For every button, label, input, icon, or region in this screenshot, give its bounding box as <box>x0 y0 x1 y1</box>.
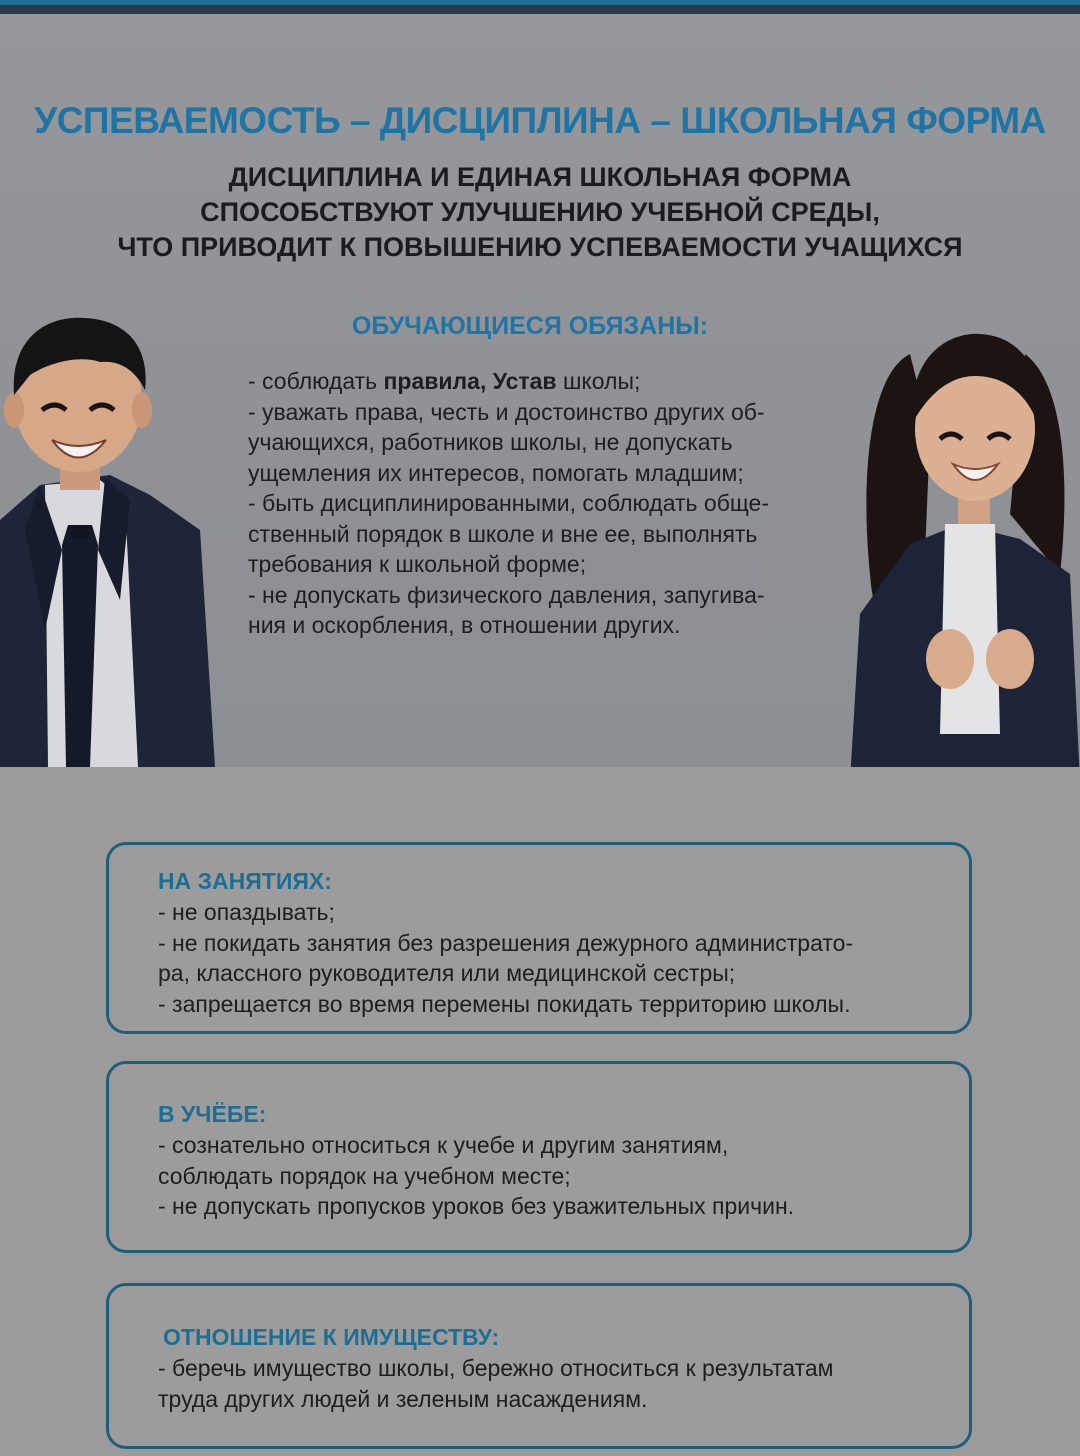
list-item-prefix: - соблюдать <box>248 368 384 394</box>
top-accent-bar <box>0 0 1080 14</box>
card-title: В УЧЁБЕ: <box>158 1101 267 1127</box>
list-item: - не допускать физического давления, запугива- <box>248 581 765 608</box>
list-item <box>248 366 858 397</box>
list-item: ственный порядок в школе и вне ее, выполнять <box>248 520 758 547</box>
obligations-list <box>248 366 858 641</box>
page-title: УСПЕВАЕМОСТЬ – ДИСЦИПЛИНА – ШКОЛЬНАЯ ФОРМА <box>34 100 1046 141</box>
card-line: соблюдать порядок на учебном месте; <box>158 1162 571 1189</box>
card-title: НА ЗАНЯТИЯХ: <box>158 868 332 894</box>
list-item-suffix: школы; <box>556 368 641 394</box>
list-item-bold: правила, Устав <box>383 368 557 394</box>
card-title: ОТНОШЕНИЕ К ИМУЩЕСТВУ: <box>163 1324 500 1350</box>
card-line: - не опаздывать; <box>158 899 335 925</box>
card-line: ра, классного руководителя или медицинской сестры; <box>158 960 736 986</box>
list-item: - уважать права, честь и достоинство других об- <box>248 398 765 425</box>
card-study <box>106 1061 972 1253</box>
card-line: труда других людей и зеленым насаждениям. <box>158 1385 648 1412</box>
obligations-heading: ОБУЧАЮЩИЕСЯ ОБЯЗАНЫ: <box>351 312 709 340</box>
card-line: - беречь имущество школы, бережно относиться к результатам <box>158 1355 834 1381</box>
hero-section <box>0 14 1080 767</box>
card-body <box>158 897 853 1019</box>
subtitle-line: ДИСЦИПЛИНА И ЕДИНАЯ ШКОЛЬНАЯ ФОРМА <box>228 162 852 192</box>
card-lessons <box>106 842 972 1034</box>
subtitle-line: ЧТО ПРИВОДИТ К ПОВЫШЕНИЮ УСПЕВАЕМОСТИ УЧАЩИХСЯ <box>117 232 963 262</box>
list-item: учающихся, работников школы, не допускать <box>248 429 733 455</box>
girl-photo <box>850 314 1080 767</box>
subtitle-line: СПОСОБСТВУЮТ УЛУЧШЕНИЮ УЧЕБНОЙ СРЕДЫ, <box>200 197 880 227</box>
card-line: - не допускать пропусков уроков без уважительных причин. <box>158 1193 795 1219</box>
list-item: требования к школьной форме; <box>248 551 587 577</box>
boy-photo <box>0 300 240 767</box>
card-line: - запрещается во время перемены покидать территорию школы. <box>158 990 851 1017</box>
card-property <box>106 1283 972 1449</box>
page-subtitle <box>0 160 1080 265</box>
list-item: - быть дисциплинированными, соблюдать обще- <box>248 490 769 516</box>
card-line: - не покидать занятия без разрешения дежурного администрато- <box>158 929 854 956</box>
list-item: ния и оскорбления, в отношении других. <box>248 612 681 638</box>
card-line: - сознательно относиться к учебе и другим занятиям, <box>158 1132 729 1158</box>
card-body <box>158 1353 833 1414</box>
card-body <box>158 1130 794 1222</box>
list-item: ущемления их интересов, помогать младшим; <box>248 459 744 486</box>
